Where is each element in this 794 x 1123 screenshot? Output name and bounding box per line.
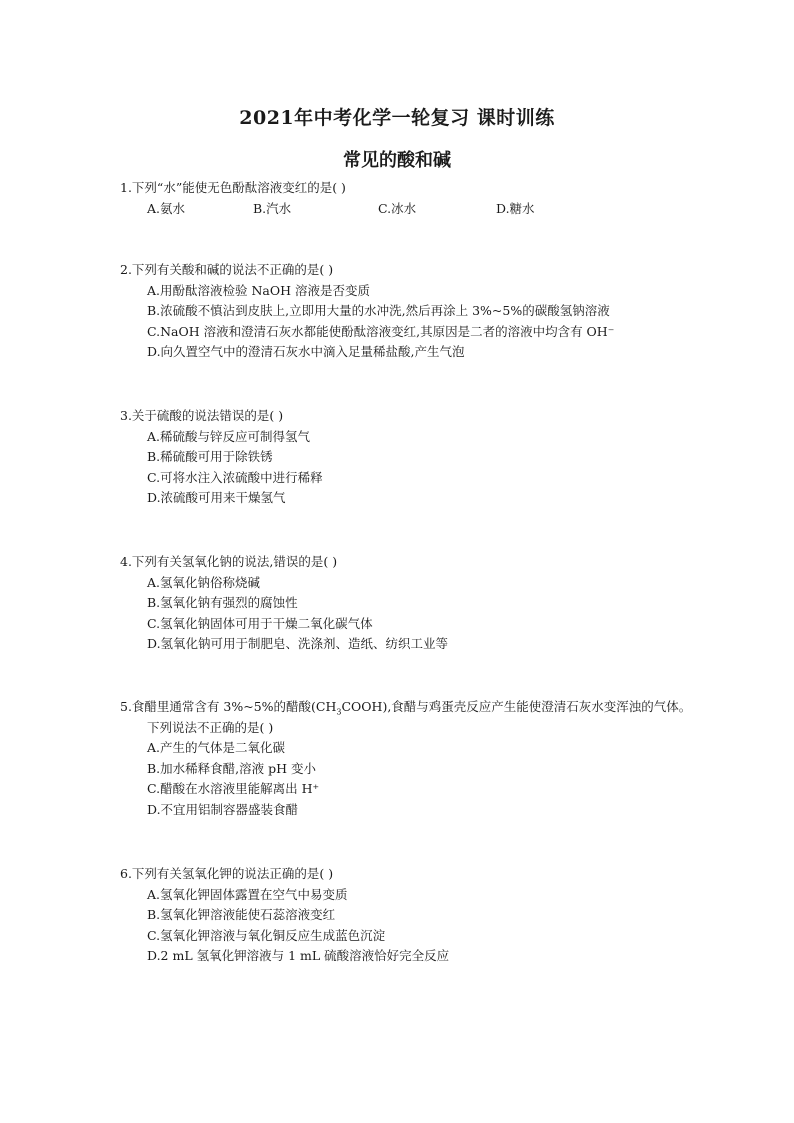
question-3-option-c: C.可将水注入浓硫酸中进行稀释	[147, 469, 323, 485]
question-5-stem-line-2: 下列说法不正确的是( )	[147, 719, 274, 735]
question-6-option-a: A.氢氧化钾固体露置在空气中易变质	[147, 886, 348, 902]
document-subtitle: 常见的酸和碱	[343, 150, 451, 171]
question-2-option-a: A.用酚酞溶液检验 NaOH 溶液是否变质	[147, 282, 370, 298]
question-1-option-a: A.氨水	[147, 200, 186, 216]
question-4	[120, 552, 448, 655]
question-5-option-d: D.不宜用铝制容器盛装食醋	[147, 801, 299, 817]
document-title: 2021年中考化学一轮复习 课时训练	[239, 107, 555, 129]
question-2-option-d: D.向久置空气中的澄清石灰水中滴入足量稀盐酸,产生气泡	[147, 344, 465, 360]
question-1-option-d: D.糖水	[496, 200, 535, 216]
question-5-stem	[120, 697, 691, 718]
question-1-options	[120, 199, 535, 220]
question-2-option-b: B.浓硫酸不慎沾到皮肤上,立即用大量的水冲洗,然后再涂上 3%~5%的碳酸氢钠溶液	[147, 303, 610, 319]
question-5-option-a: A.产生的气体是二氧化碳	[147, 740, 286, 756]
question-4-option-a: A.氢氧化钠俗称烧碱	[147, 574, 261, 590]
question-4-option-b: B.氢氧化钠有强烈的腐蚀性	[147, 595, 298, 611]
question-2	[120, 260, 614, 363]
question-3-stem: 3.关于硫酸的说法错误的是( )	[120, 408, 284, 423]
question-1-option-c: C.冰水	[378, 200, 417, 216]
question-6-stem: 6.下列有关氢氧化钾的说法正确的是( )	[120, 866, 334, 881]
question-4-stem: 4.下列有关氢氧化钠的说法,错误的是( )	[120, 554, 338, 569]
question-5	[120, 697, 691, 821]
question-6-option-d: D.2 mL 氢氧化钾溶液与 1 mL 硫酸溶液恰好完全反应	[147, 948, 450, 964]
question-5-stem-part-b: COOH),食醋与鸡蛋壳反应产生能使澄清石灰水变浑浊的气体。	[341, 699, 692, 714]
question-3	[120, 406, 323, 509]
question-1-stem: 1.下列“水”能使无色酚酞溶液变红的是( )	[120, 180, 346, 195]
question-4-option-c: C.氢氧化钠固体可用于干燥二氧化碳气体	[147, 615, 373, 631]
question-6	[120, 864, 449, 967]
question-5-option-b: B.加水稀释食醋,溶液 pH 变小	[147, 760, 316, 776]
question-2-stem: 2.下列有关酸和碱的说法不正确的是( )	[120, 262, 334, 277]
question-6-option-b: B.氢氧化钾溶液能使石蕊溶液变红	[147, 907, 336, 923]
question-2-option-c: C.NaOH 溶液和澄清石灰水都能使酚酞溶液变红,其原因是二者的溶液中均含有 OH⁻	[147, 323, 615, 339]
question-5-stem-subscript: 3	[336, 707, 342, 717]
question-1-option-b: B.汽水	[253, 200, 292, 216]
question-3-option-b: B.稀硫酸可用于除铁锈	[147, 449, 273, 465]
question-3-option-a: A.稀硫酸与锌反应可制得氢气	[147, 428, 311, 444]
question-6-option-c: C.氢氧化钾溶液与氧化铜反应生成蓝色沉淀	[147, 927, 386, 943]
question-1	[120, 178, 535, 219]
question-5-stem-part-a: 5.食醋里通常含有 3%~5%的醋酸(CH	[120, 699, 337, 714]
question-3-option-d: D.浓硫酸可用来干燥氢气	[147, 490, 286, 506]
question-4-option-d: D.氢氧化钠可用于制肥皂、洗涤剂、造纸、纺织工业等	[147, 636, 449, 652]
question-5-option-c: C.醋酸在水溶液里能解离出 H⁺	[147, 781, 320, 797]
